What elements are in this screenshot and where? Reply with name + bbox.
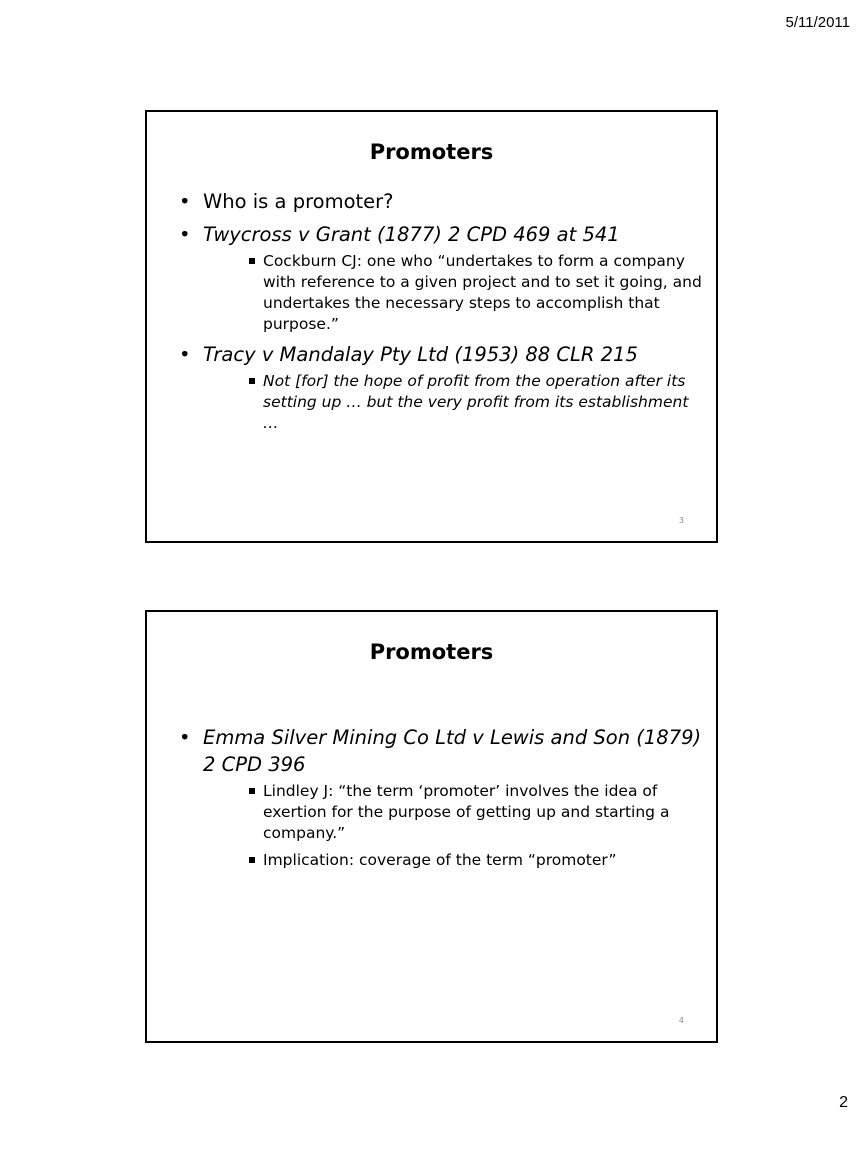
sub-bullet-implication: Implication: coverage of the term “promoter” (203, 850, 706, 871)
case-citation: Tracy v Mandalay Pty Ltd (1953) 88 CLR 215 (203, 343, 638, 366)
sub-bullet-profit: Not [for] the hope of profit from the operation after its setting up … but the very profit from its establishment … (203, 371, 706, 434)
slide-4 (145, 610, 718, 1043)
header-date: 5/11/2011 (785, 14, 850, 31)
slide-title: Promoters (369, 140, 494, 164)
case-citation: Emma Silver Mining Co Ltd v Lewis and Son (1879) 2 CPD 396 (203, 726, 702, 776)
slide-number: 3 (678, 516, 684, 525)
slide-content (167, 724, 706, 877)
sub-bullet-lindley: Lindley J: “the term ‘promoter’ involves the idea of exertion for the purpose of getting up and starting a company.” (203, 781, 706, 844)
slide-content (167, 188, 706, 440)
slide-number: 4 (678, 1016, 684, 1025)
bullet-emma-silver-mining (167, 724, 706, 871)
bullet-text: Who is a promoter? (203, 190, 394, 213)
bullet-twycross-v-grant (167, 221, 706, 335)
bullet-tracy-v-mandalay (167, 341, 706, 434)
case-citation: Twycross v Grant (1877) 2 CPD 469 at 541 (203, 223, 620, 246)
slide-title: Promoters (369, 640, 494, 664)
bullet-who-is-promoter (167, 188, 706, 215)
slide-3 (145, 110, 718, 543)
sub-bullet-cockburn: Cockburn CJ: one who “undertakes to form a company with reference to a given project and to set it going, and undertakes the necessary steps to accomplish that purpose.” (203, 251, 706, 335)
page-number: 2 (839, 1094, 848, 1111)
